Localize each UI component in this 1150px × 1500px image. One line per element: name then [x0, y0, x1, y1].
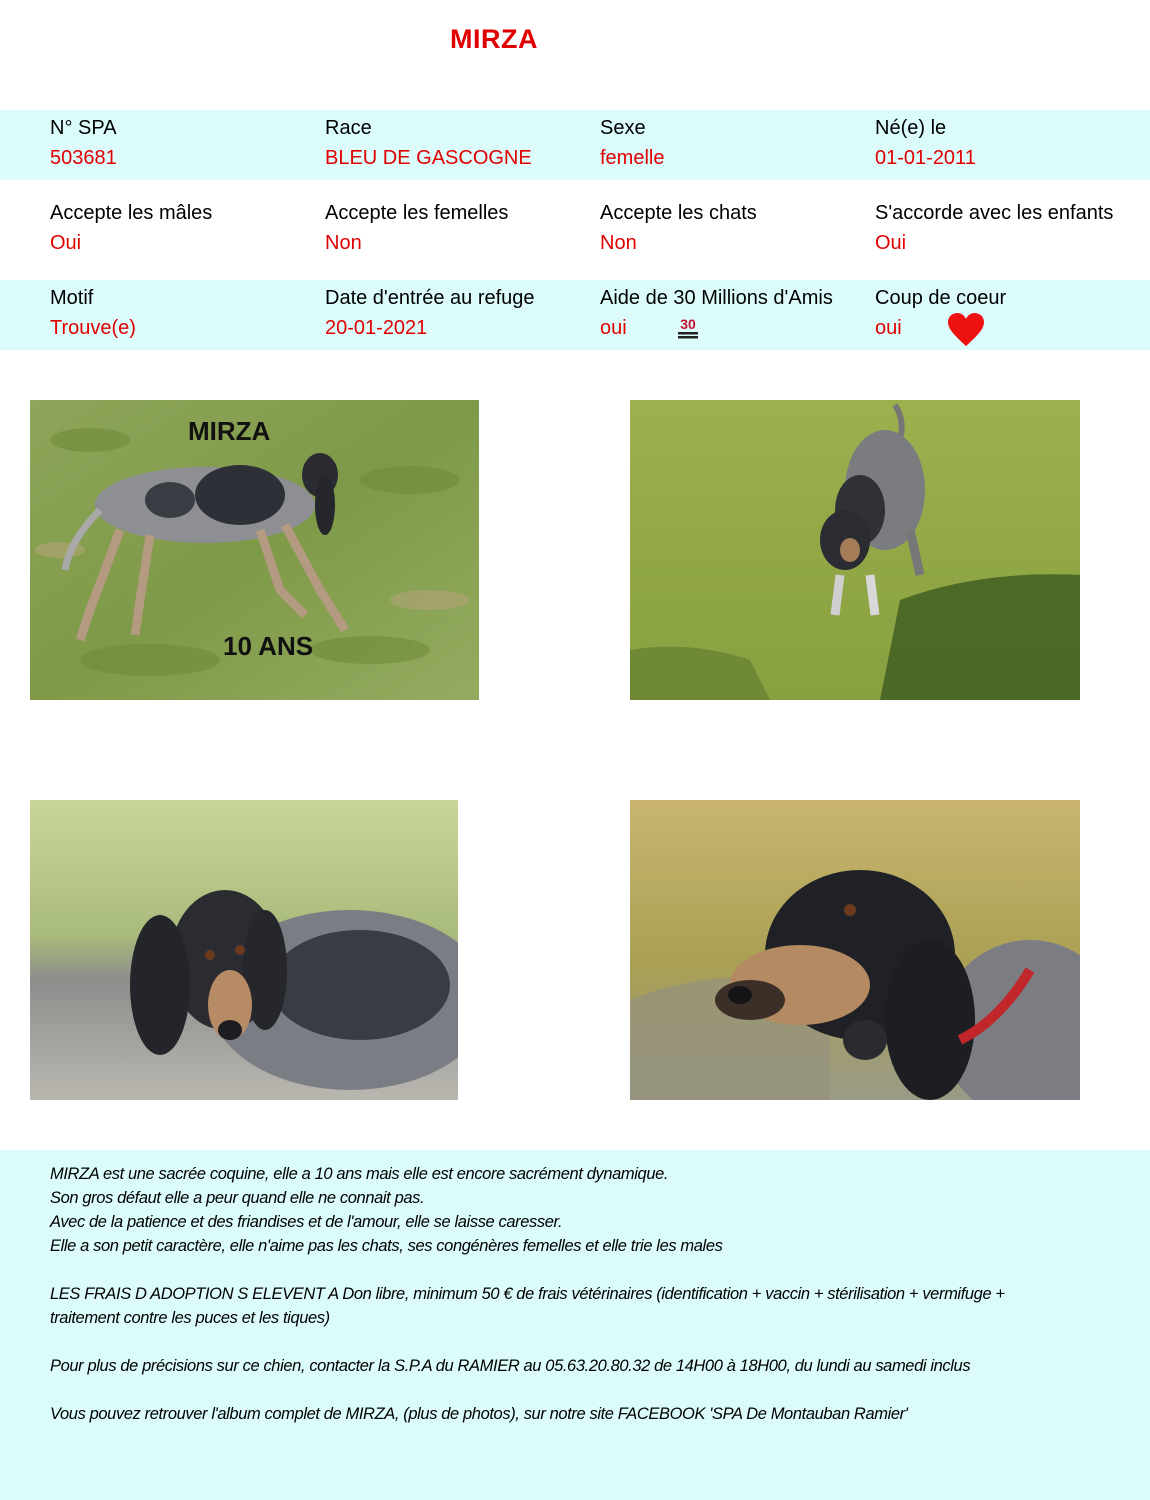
- field-label: Date d'entrée au refuge: [325, 287, 535, 309]
- photo-caption-name: MIRZA: [188, 416, 271, 446]
- logo-text: 30: [680, 316, 696, 332]
- adoption-fees: LES FRAIS D ADOPTION S ELEVENT A Don libre, minimum 50 € de frais vétérinaires (identification + vaccin + stérilisation + vermifuge + traitement contre les puces et les tiques): [50, 1284, 1005, 1327]
- field-label: Race: [325, 117, 372, 139]
- description-panel: [0, 1150, 1150, 1500]
- info-row-2: [0, 180, 1150, 280]
- field-accepts-cats: [600, 201, 870, 255]
- dog-photo-3: [30, 800, 458, 1100]
- field-label: Accepte les femelles: [325, 202, 509, 224]
- dog-photo-4: [630, 800, 1080, 1100]
- field-label: Aide de 30 Millions d'Amis: [600, 287, 833, 309]
- 30-millions-amis-logo: [675, 315, 701, 341]
- field-label: Né(e) le: [875, 117, 947, 139]
- field-value: BLEU DE GASCOGNE: [325, 147, 532, 169]
- field-label: Coup de coeur: [875, 287, 1007, 309]
- dog-photo-2: [630, 400, 1080, 700]
- facebook-info: Vous pouvez retrouver l'album complet de MIRZA, (plus de photos), sur notre site FACEBOOK 'SPA De Montauban Ramier': [50, 1404, 908, 1423]
- field-value: Oui: [50, 232, 82, 254]
- description-line: Son gros défaut elle a peur quand elle ne connait pas.: [50, 1188, 425, 1207]
- field-good-with-kids: [875, 201, 1145, 255]
- page-title: MIRZA: [450, 24, 538, 54]
- field-label: N° SPA: [50, 117, 117, 139]
- field-label: Sexe: [600, 117, 646, 139]
- field-value: 503681: [50, 147, 117, 169]
- field-value: Non: [600, 232, 637, 254]
- field-value: Oui: [875, 232, 907, 254]
- field-reason: [50, 286, 320, 340]
- field-label: Accepte les chats: [600, 202, 757, 224]
- description-text: [50, 1162, 1039, 1426]
- field-entry-date: [325, 286, 595, 340]
- description-line: Elle a son petit caractère, elle n'aime pas les chats, ses congénères femelles et elle trie les males: [50, 1236, 723, 1255]
- field-sex: [600, 116, 870, 170]
- dog-photo-1: [30, 400, 479, 700]
- field-favorite: [875, 286, 1145, 340]
- field-value: Non: [325, 232, 362, 254]
- field-label: Motif: [50, 287, 94, 309]
- field-value: Trouve(e): [50, 317, 136, 339]
- description-line: Avec de la patience et des friandises et de l'amour, elle se laisse caresser.: [50, 1212, 563, 1231]
- field-accepts-females: [325, 201, 595, 255]
- field-accepts-males: [50, 201, 320, 255]
- field-spa-number: [50, 116, 320, 170]
- description-line: MIRZA est une sacrée coquine, elle a 10 ans mais elle est encore sacrément dynamique.: [50, 1164, 669, 1183]
- field-race: [325, 116, 595, 170]
- heart-icon: [948, 313, 984, 347]
- photo-caption-age: 10 ANS: [223, 631, 314, 661]
- contact-info: Pour plus de précisions sur ce chien, contacter la S.P.A du RAMIER au 05.63.20.80.32 de 14H00 à 18H00, du lundi au samedi inclus: [50, 1356, 971, 1375]
- field-label: Accepte les mâles: [50, 202, 213, 224]
- field-value: oui: [875, 317, 902, 339]
- field-birth-date: [875, 116, 1145, 170]
- field-value: 20-01-2021: [325, 317, 428, 339]
- info-row-1: [0, 110, 1150, 180]
- field-label: S'accorde avec les enfants: [875, 202, 1114, 224]
- field-value: femelle: [600, 147, 665, 169]
- field-30-millions-aid: [600, 286, 870, 340]
- field-value: oui: [600, 317, 627, 339]
- field-value: 01-01-2011: [875, 147, 976, 169]
